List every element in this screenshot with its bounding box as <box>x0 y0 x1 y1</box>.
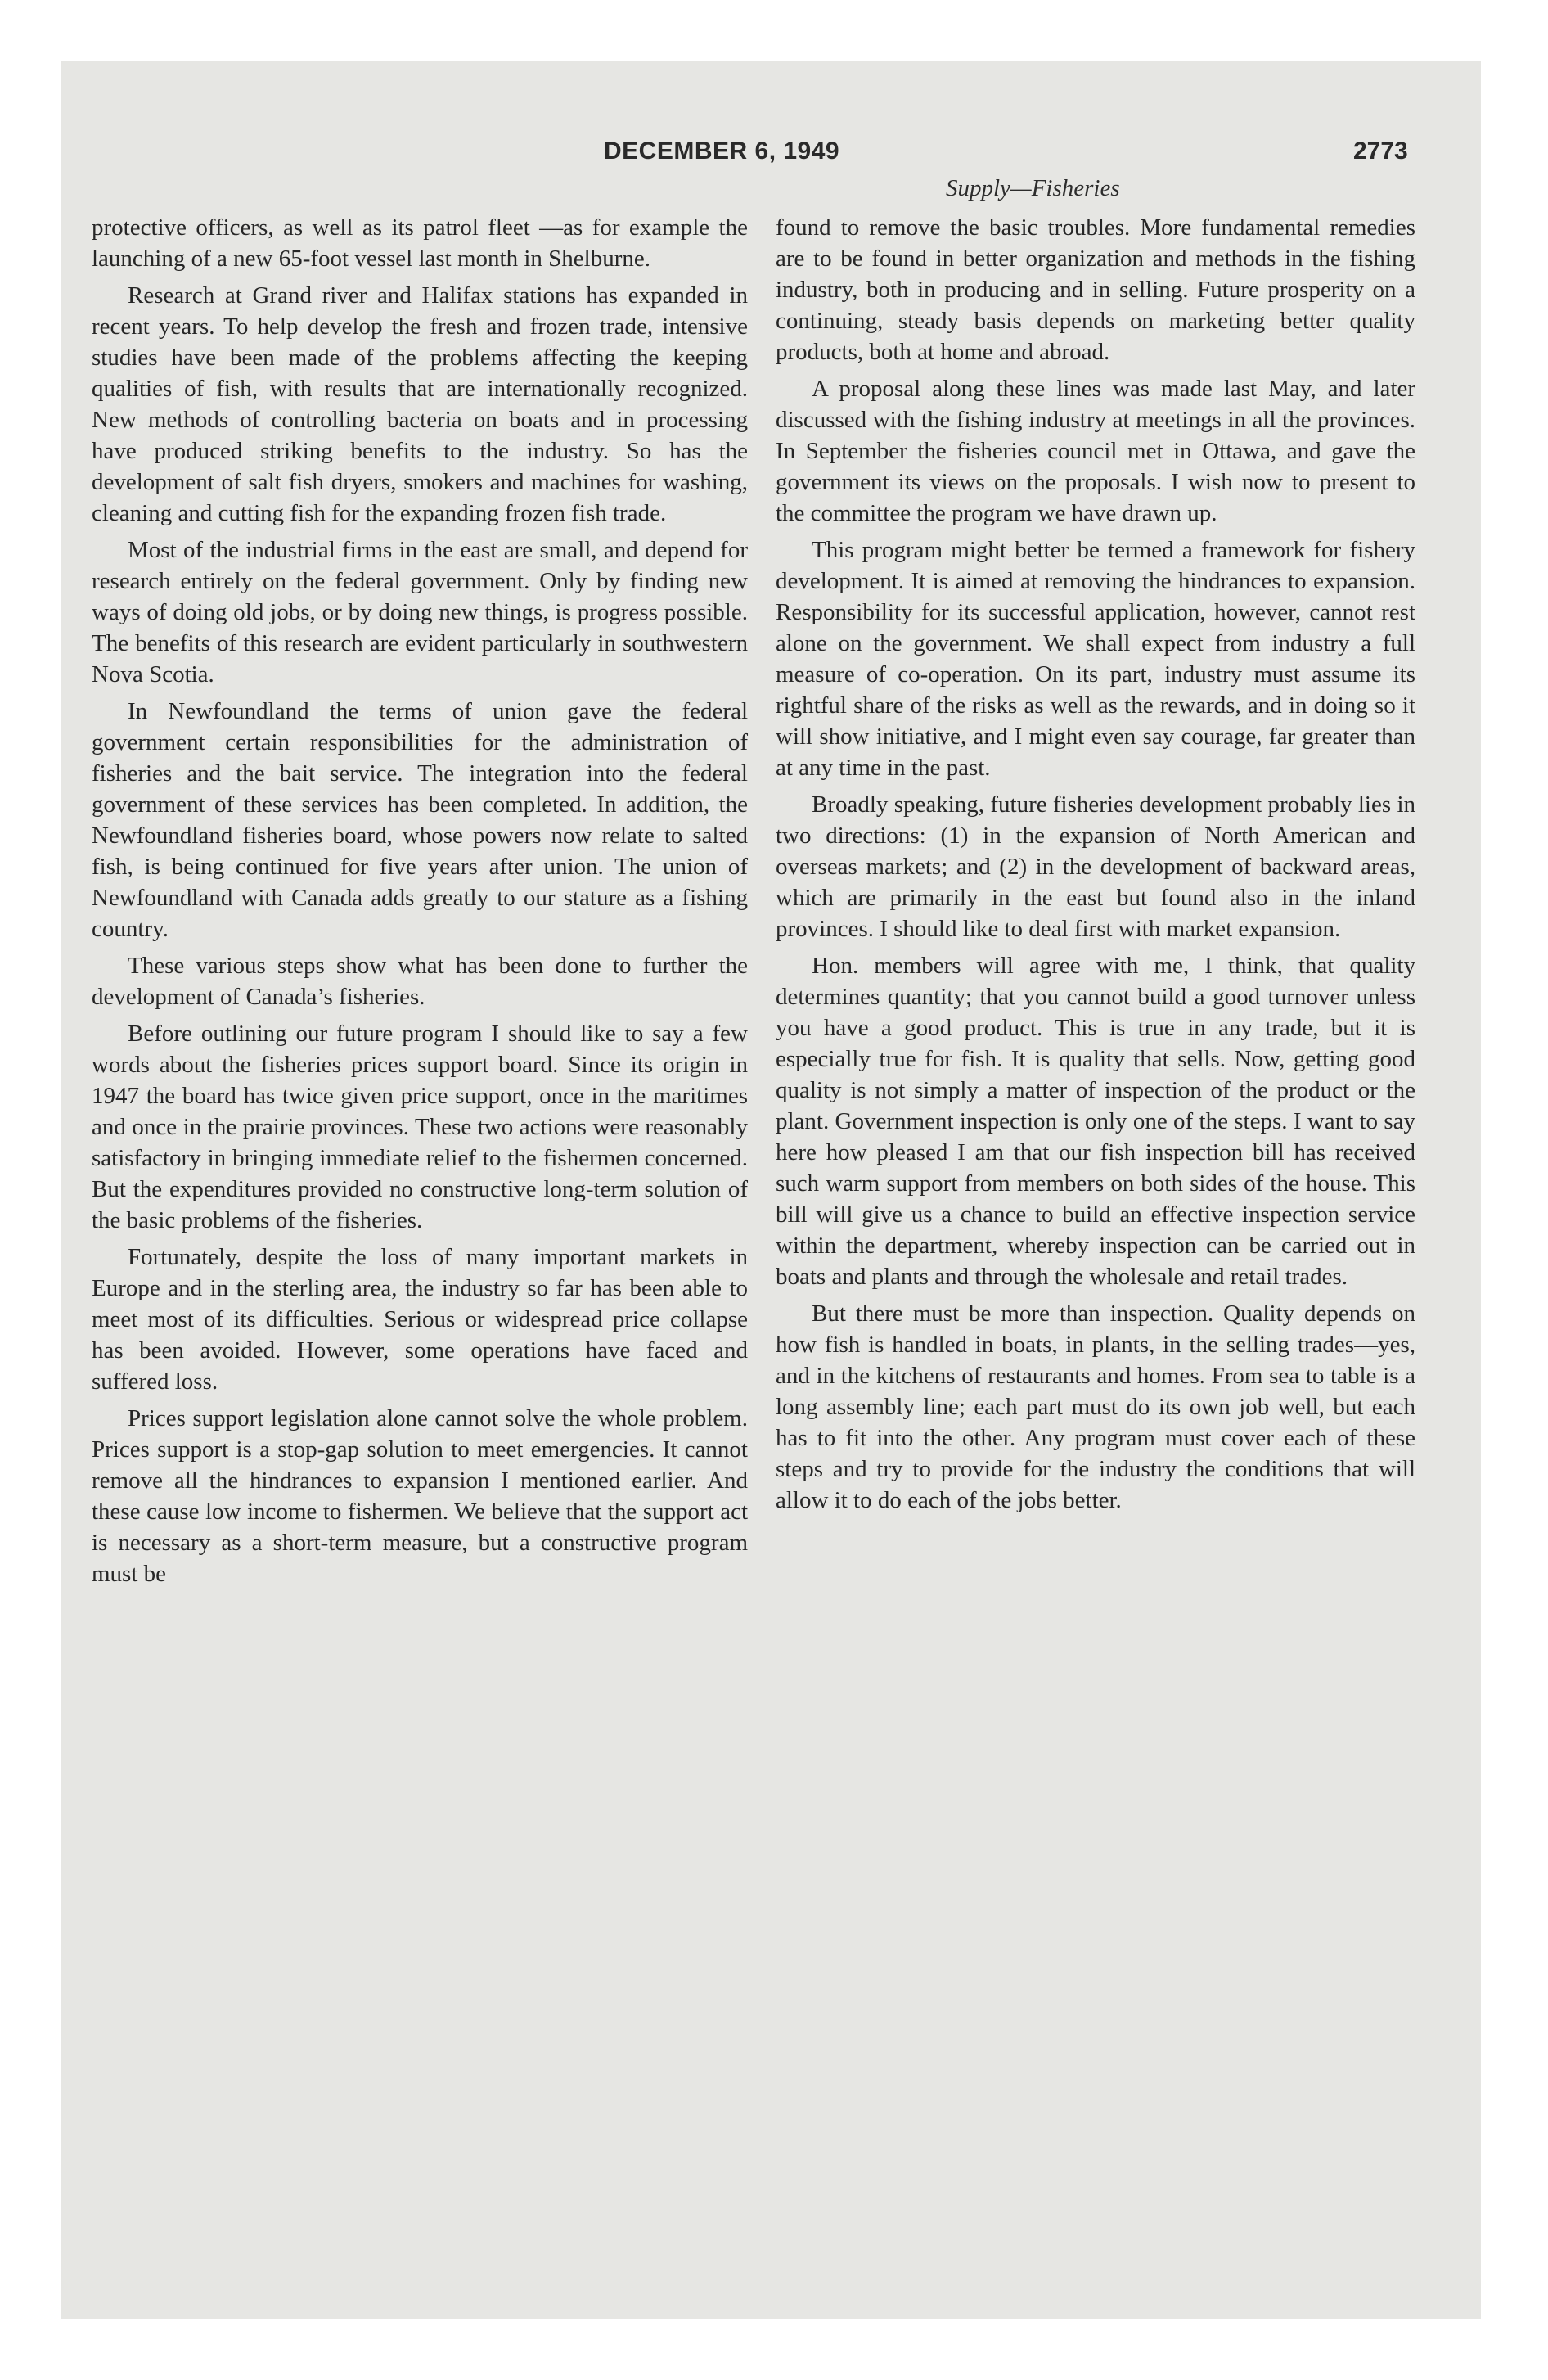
paragraph: Fortunately, despite the loss of many important markets in Europe and in the sterling area, the industry so far has been able to meet most of its difficulties. Serious or widespread price collapse has been avoided. However, some operations have faced and suffered loss. <box>92 1244 748 1395</box>
paragraph: Before outlining our future program I should like to say a few words about the fisheries prices support board. Since its origin in 1947 the board has twice given price support, once in the maritimes and once in the prairie provinces. These two actions were reasonably satisfactory in bringing immediate relief to the fishermen concerned. But the expenditures provided no constructive long-term solution of the basic problems of the fisheries. <box>92 1021 748 1233</box>
page-number: 2773 <box>1353 137 1408 165</box>
paragraph: Prices support legislation alone cannot solve the whole problem. Prices support is a stop-gap solution to meet emergencies. It cannot remove all the hindrances to expansion I mentioned earlier. And these cause low income to fishermen. We believe that the support act is necessary as a short-term measure, but a constructive program must be <box>92 1405 748 1587</box>
right-column <box>776 212 1415 1521</box>
paragraph: But there must be more than inspection. Quality depends on how fish is handled in boats, in plants, in the selling trades—yes, and in the kitchens of restaurants and homes. From sea to table is a long assembly line; each part must do its own job well, but each has to fit into the other. Any program must cover each of these steps and try to provide for the industry the conditions that will allow it to do each of the jobs better. <box>776 1300 1415 1513</box>
paragraph: These various steps show what has been done to further the development of Canada’s fisheries. <box>92 953 748 1010</box>
header-date: DECEMBER 6, 1949 <box>604 137 840 165</box>
paragraph: In Newfoundland the terms of union gave the federal government certain responsibilities for the administration of fisheries and the bait service. The integration into the federal government of these services has been completed. In addition, the Newfoundland fisheries board, whose powers now relate to salted fish, is being continued for five years after union. The union of Newfoundland with Canada adds greatly to our stature as a fishing country. <box>92 698 748 942</box>
paragraph: found to remove the basic troubles. More fundamental remedies are to be found in better organization and methods in the fishing industry, both in producing and in selling. Future prosperity on a continuing, steady basis depends on marketing better quality products, both at home and abroad. <box>776 214 1415 365</box>
paragraph: Most of the industrial firms in the east are small, and depend for research entirely on the federal government. Only by finding new ways of doing old jobs, or by doing new things, is progress possible. The benefits of this research are evident particularly in southwestern Nova Scotia. <box>92 537 748 687</box>
running-title: Supply—Fisheries <box>946 175 1120 201</box>
page-header <box>0 137 1548 170</box>
paragraph: This program might better be termed a framework for fishery development. It is aimed at removing the hindrances to expansion. Responsibility for its successful application, however, cannot rest alone on the government. We shall expect from industry a full measure of co-operation. On its part, industry must assume its rightful share of the risks as well as the rewards, and in doing so it will show initiative, and I might even say courage, far greater than at any time in the past. <box>776 537 1415 781</box>
paragraph: A proposal along these lines was made last May, and later discussed with the fishing industry at meetings in all the provinces. In September the fisheries council met in Ottawa, and gave the government its views on the proposals. I wish now to present to the committee the program we have drawn up. <box>776 376 1415 526</box>
paragraph: Research at Grand river and Halifax stations has expanded in recent years. To help develop the fresh and frozen trade, intensive studies have been made of the problems affecting the keeping qualities of fish, with results that are internationally recognized. New methods of controlling bacteria on boats and in processing have produced striking benefits to the industry. So has the development of salt fish dryers, smokers and machines for washing, cleaning and cutting fish for the expanding frozen fish trade. <box>92 282 748 526</box>
paragraph: protective officers, as well as its patrol fleet —as for example the launching of a new 65-foot vessel last month in Shelburne. <box>92 214 748 272</box>
paragraph: Broadly speaking, future fisheries development probably lies in two directions: (1) in the expansion of North American and overseas markets; and (2) in the development of backward areas, which are primarily in the east but found also in the inland provinces. I should like to deal first with market expansion. <box>776 791 1415 942</box>
left-column <box>92 212 748 1595</box>
paragraph: Hon. members will agree with me, I think, that quality determines quantity; that you cannot build a good turnover unless you have a good product. This is true in any trade, but it is especially true for fish. It is quality that sells. Now, getting good quality is not simply a matter of inspection of the product or the plant. Government inspection is only one of the steps. I want to say here how pleased I am that our fish inspection bill has received such warm support from members on both sides of the house. This bill will give us a chance to build an effective inspection service within the department, whereby inspection can be carried out in boats and plants and through the wholesale and retail trades. <box>776 953 1415 1290</box>
